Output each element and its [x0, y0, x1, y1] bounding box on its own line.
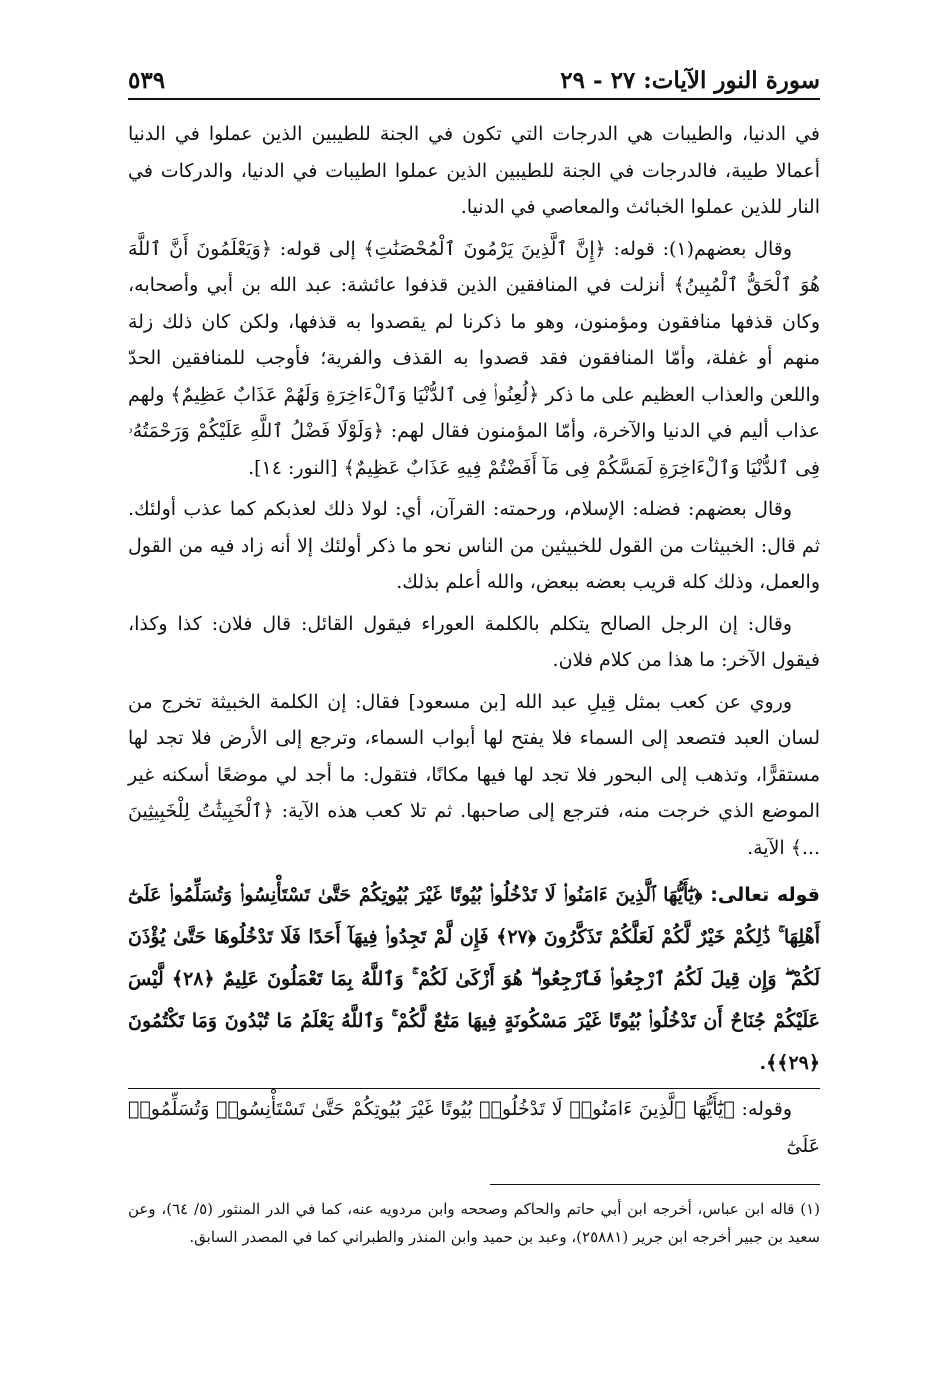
continuation-text — [128, 1088, 820, 1164]
paragraph: وقال: إن الرجل الصالح يتكلم بالكلمة العوراء فيقول القائل: قال فلان: كذا وكذا، فيقول الآخر: ما هذا من كلام فلان. — [128, 612, 820, 671]
footnote: (١) قاله ابن عباس، أخرجه ابن أبي حاتم والحاكم وصححه وابن مردويه عنه، كما في الدر المنثور (٥/ ٦٤)، وعن سعيد بن جبير أخرجه ابن جرير (٢٥٨٨١)، وعبد بن حميد وابن المنذر والطبراني كما في المصدر السابق. — [128, 1200, 820, 1246]
verse-text: ﴿يَٰٓأَيُّهَا ٱلَّذِينَ ءَامَنُوا۟ لَا تَدْخُلُوا۟ بُيُوتًا غَيْرَ بُيُوتِكُمْ حَتَّىٰ تَسْتَأْنِسُوا۟ وَتُسَلِّمُوا۟ عَلَىٰٓ أَهْلِهَا ۚ ذَٰلِكُمْ خَيْرٌ لَّكُمْ لَعَلَّكُمْ تَذَكَّرُونَ ﴿٢٧﴾ فَإِن لَّمْ تَجِدُوا۟ فِيهَآ أَحَدًا فَلَا تَدْخُلُوهَا حَتَّىٰ يُؤْذَنَ لَكُمْ ۖ وَإِن قِيلَ لَكُمُ ٱرْجِعُوا۟ فَٱرْجِعُوا۟ ۖ هُوَ أَزْكَىٰ لَكُمْ ۚ وَٱللَّهُ بِمَا تَعْمَلُونَ عَلِيمٌ ﴿٢٨﴾ لَّيْسَ عَلَيْكُمْ جُنَاحٌ أَن تَدْخُلُوا۟ بُيُوتًا غَيْرَ مَسْكُونَةٍ فِيهَا مَتَٰعٌ لَّكُمْ ۚ وَٱللَّهُ يَعْلَمُ مَا تُبْدُونَ وَمَا تَكْتُمُونَ ﴿٢٩﴾﴾. — [128, 884, 820, 1074]
paragraph: وقوله: ﴿يَٰٓأَيُّهَا ٱلَّذِينَ ءَامَنُوا۟ لَا تَدْخُلُوا۟ بُيُوتًا غَيْرَ بُيُوتِكُمْ حَتَّىٰ تَسْتَأْنِسُوا۟ وَتُسَلِّمُوا۟ عَلَىٰٓ — [128, 1098, 820, 1157]
page-number: ٥٣٩ — [128, 67, 166, 94]
main-text — [128, 116, 820, 866]
footnote-divider — [490, 1184, 820, 1185]
quran-verse-block — [128, 872, 820, 1084]
page-header — [128, 48, 820, 100]
paragraph: وروي عن كعب بمثل قِيلِ عبد الله [بن مسعود] فقال: إن الكلمة الخبيثة تخرج من لسان العبد فتصعد إلى السماء فلا يفتح لها أبواب السماء، وترجع إلى الأرض فلا تجد لها مستقرًّا، وتذهب إلى البحور فلا تجد لها فيها مكانًا، فتقول: ما أجد لي موضعًا أسكنه غير الموضع الذي خرجت منه، فترجع إلى صاحبها. ثم تلا كعب هذه الآية: ﴿ٱلْخَبِيثَٰتُ لِلْخَبِيثِينَ ...﴾ الآية. — [128, 690, 820, 859]
running-title: سورة النور الآيات: ٢٧ - ٢٩ — [560, 67, 820, 94]
paragraph: وقال بعضهم(١): قوله: ﴿إِنَّ ٱلَّذِينَ يَرْمُونَ ٱلْمُحْصَنَٰتِ﴾ إلى قوله: ﴿وَيَعْلَمُونَ أَنَّ ٱللَّهَ هُوَ ٱلْحَقُّ ٱلْمُبِينُ﴾ أنزلت في المنافقين الذين قذفوا عائشة: عبد الله بن أبي وأصحابه، وكان قذفها منافقون ومؤمنون، وهو ما ذكرنا لم يقصدوا به قذفها، ولكن كان ذلك زلة منهم أو غفلة، وأمّا المنافقون فقد قصدوا به القذف والفرية؛ فأوجب للمنافقين الحدّ واللعن والعذاب العظيم على ما ذكر ﴿لُعِنُوا۟ فِى ٱلدُّنْيَا وَٱلْءَاخِرَةِ وَلَهُمْ عَذَابٌ عَظِيمٌ﴾ ولهم عذاب أليم في الدنيا والآخرة، وأمّا المؤمنون فقال لهم: ﴿وَلَوْلَا فَضْلُ ٱللَّهِ عَلَيْكُمْ وَرَحْمَتُهُۥ فِى ٱلدُّنْيَا وَٱلْءَاخِرَةِ لَمَسَّكُمْ فِى مَآ أَفَضْتُمْ فِيهِ عَذَابٌ عَظِيمٌ﴾ [النور: ١٤]. — [128, 237, 820, 479]
paragraph: وقال بعضهم: فضله: الإسلام، ورحمته: القرآن، أي: لولا ذلك لعذبكم كما عذب أولئك. ثم قال: الخبيثات من القول للخبيثين من الناس نحو ما ذكر أولئك إلا أنه زاد فيه من القول والعمل، وذلك كله قريب بعضه ببعض، والله أعلم بذلك. — [128, 498, 820, 593]
paragraph: في الدنيا، والطيبات هي الدرجات التي تكون في الجنة للطيبين الذين عملوا في الدنيا أعمالا طيبة، فالدرجات في الجنة للطيبين الذين عملوا الطيبات في الدنيا، والدركات في النار للذين عملوا الخبائث والمعاصي في الدنيا. — [128, 123, 820, 218]
verse-lead: قوله تعالى: — [710, 884, 821, 906]
